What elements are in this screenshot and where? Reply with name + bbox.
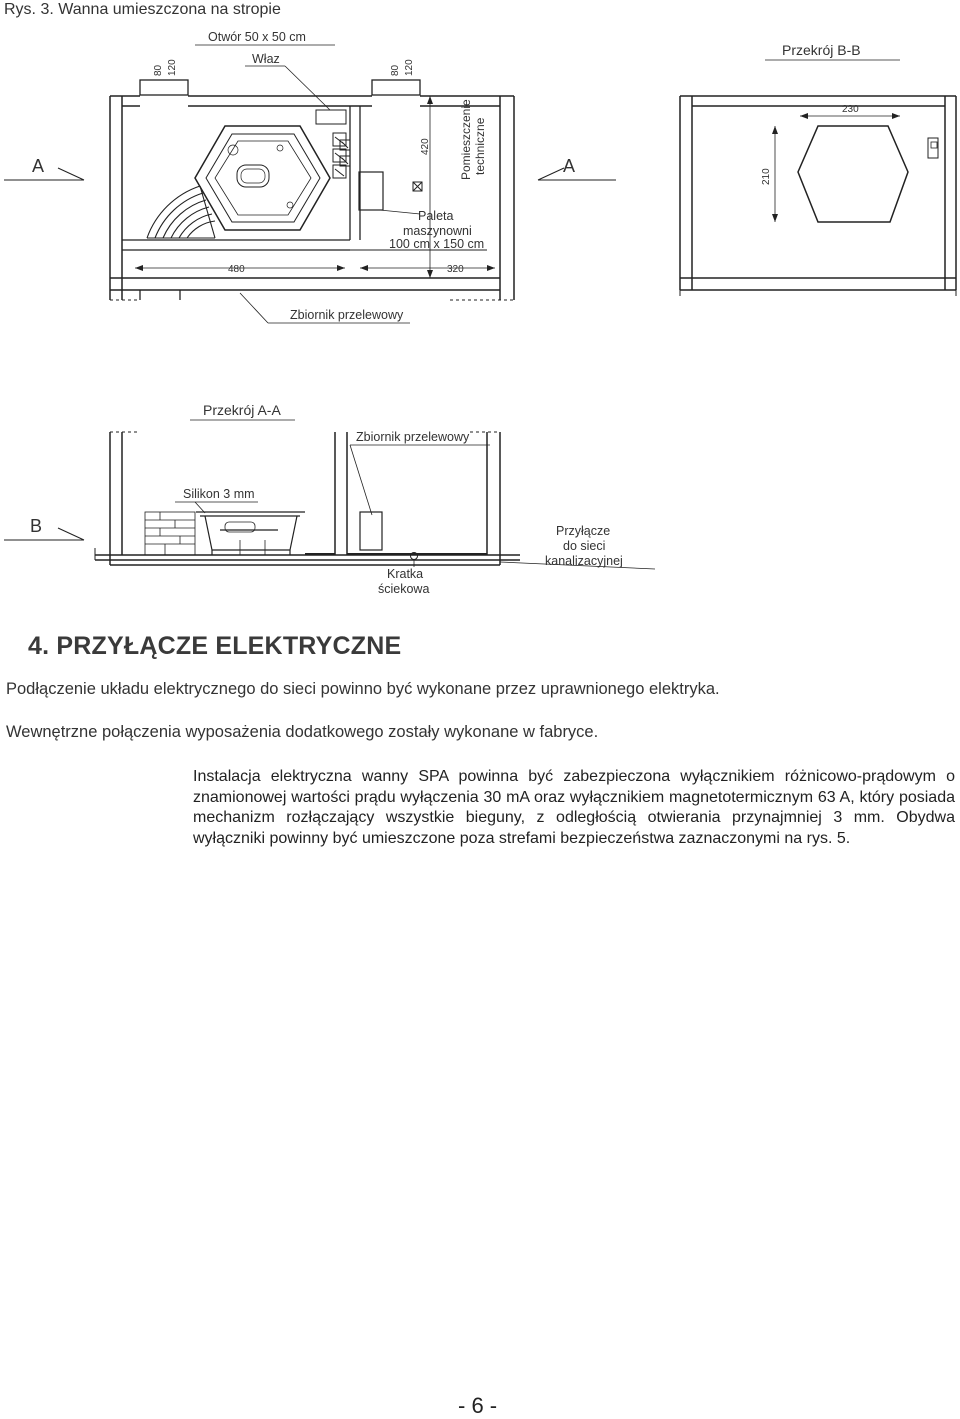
drain-label-line1: Kratka	[387, 567, 424, 581]
aa-overflow-tank-label: Zbiornik przelewowy	[356, 430, 470, 444]
pallet-label-line1: Paleta	[418, 209, 454, 223]
page-number: - 6 -	[458, 1393, 498, 1418]
section-bb	[680, 42, 956, 296]
paragraph-electrician: Podłączenie układu elektrycznego do sieci powinno być wykonane przez uprawnionego elektryka.	[6, 680, 720, 698]
plan-view	[4, 30, 616, 323]
dim-120-right: 120	[404, 59, 415, 76]
paragraph-breakers: Instalacja elektryczna wanny SPA powinna być zabezpieczona wyłącznikiem różnicowo-prądowym o znamionowej wartości prądu wyłączenia 30 mA oraz wyłącznikiem magnetotermicznym 63 A, który posiada mechanizm rozłączający wszystkie bieguny, z odległością otwierania przynajmniej 3 mm. Obydwa wyłączniki powinny być umieszczone poza strefami bezpieczeństwa zaznaczonymi na rys. 5.	[193, 768, 955, 847]
room-label-line1: Pomieszczenie	[459, 99, 473, 180]
technical-drawing	[0, 0, 960, 640]
hatch-label: Właz	[252, 52, 280, 66]
section-heading: 4. PRZYŁĄCZE ELEKTRYCZNE	[28, 632, 402, 660]
sewer-label-line2: do sieci	[563, 539, 606, 553]
dim-230: 230	[842, 104, 859, 115]
section-aa-title: Przekrój A-A	[203, 402, 281, 418]
paragraph-factory-wiring: Wewnętrzne połączenia wyposażenia dodatkowego zostały wykonane w fabryce.	[6, 723, 599, 741]
room-label-line2: techniczne	[473, 117, 487, 175]
drain-label-line2: ściekowa	[378, 582, 430, 596]
silicone-label: Silikon 3 mm	[183, 487, 255, 501]
opening-label: Otwór 50 x 50 cm	[208, 30, 306, 44]
pallet-label-line2: maszynowni	[403, 224, 472, 238]
pallet-label-line3: 100 cm x 150 cm	[389, 237, 485, 251]
dim-80-left: 80	[153, 64, 164, 76]
dim-210: 210	[761, 168, 772, 185]
section-mark-b: B	[30, 516, 43, 536]
dim-120-left: 120	[167, 59, 178, 76]
dim-480: 480	[228, 264, 245, 275]
figure-caption: Rys. 3. Wanna umieszczona na stropie	[4, 1, 281, 18]
section-mark-a-left: A	[32, 156, 45, 176]
section-mark-a-right: A	[563, 156, 576, 176]
section-bb-title: Przekrój B-B	[782, 42, 861, 58]
sewer-label-line3: kanalizacyjnej	[545, 554, 623, 568]
sewer-label-line1: Przyłącze	[556, 524, 611, 538]
overflow-tank-label: Zbiornik przelewowy	[290, 308, 404, 322]
section-aa	[4, 402, 655, 596]
dim-420: 420	[420, 138, 431, 155]
dim-80-right: 80	[390, 64, 401, 76]
dim-320: 320	[447, 264, 464, 275]
